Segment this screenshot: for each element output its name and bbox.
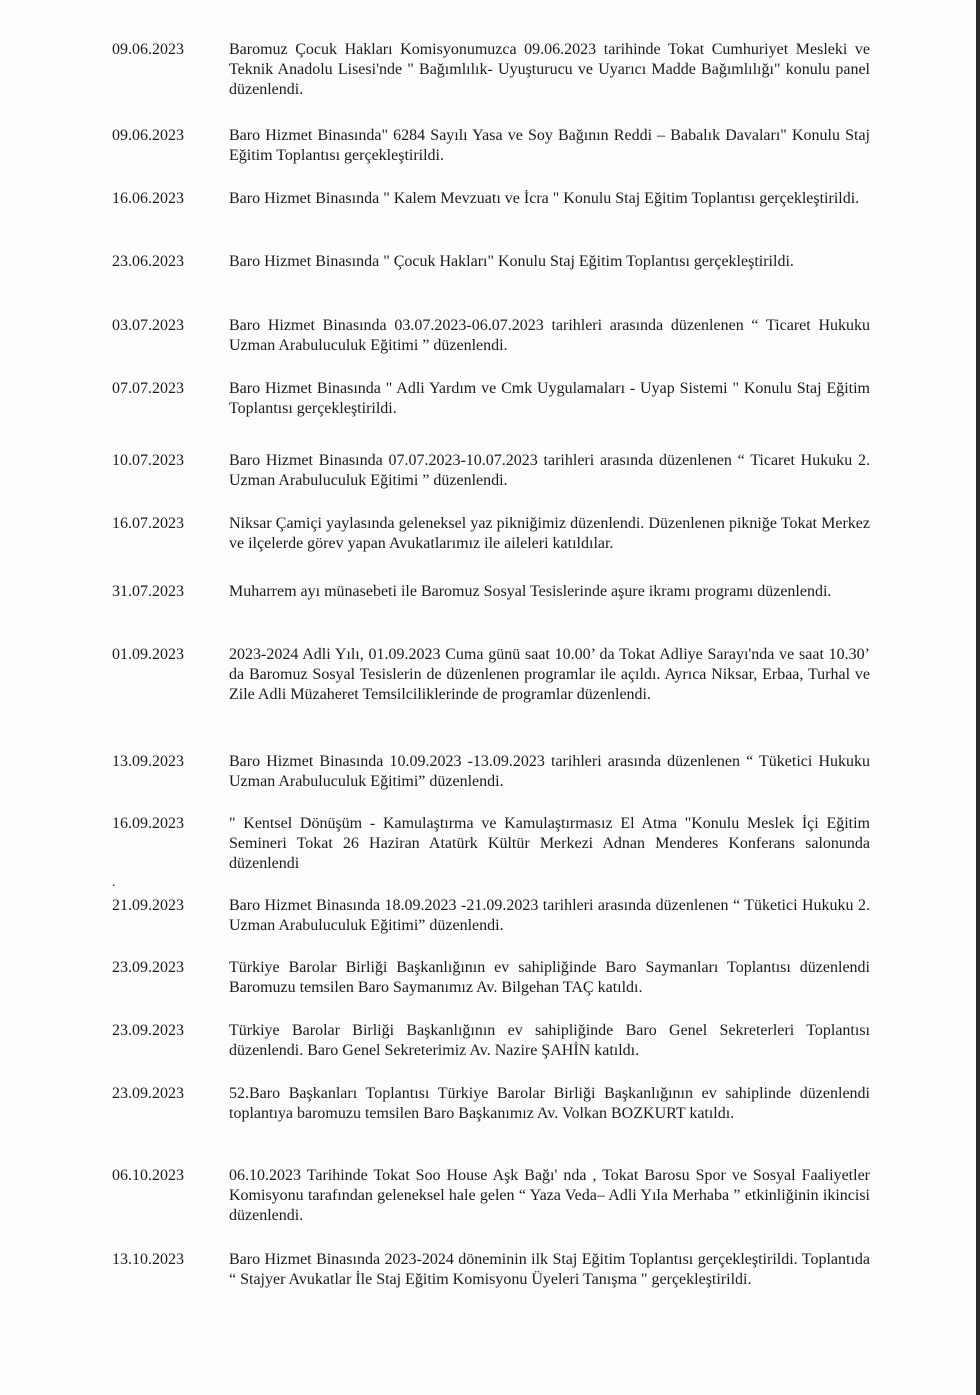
entry-date: 23.06.2023 [112,253,184,270]
entry-date: 10.07.2023 [112,452,184,469]
entry-text: Baro Hizmet Binasında 07.07.2023-10.07.2023 tarihleri arasında düzenlenen “ Ticaret Hukuku 2. Uzman Arabuluculuk Eğitimi ” düzenlendi. [229,452,870,489]
entry-date: 09.06.2023 [112,41,184,58]
entry-date: 23.09.2023 [112,1022,184,1039]
entry-date: 21.09.2023 [112,897,184,914]
entry-text: Baro Hizmet Binasında " Çocuk Hakları" Konulu Staj Eğitim Toplantısı gerçekleştirildi. [229,253,794,270]
entry-text: Baromuz Çocuk Hakları Komisyonumuzca 09.06.2023 tarihinde Tokat Cumhuriyet Mesleki ve Teknik Anadolu Lisesi'nde " Bağımlılık- Uyuşturucu ve Uyarıcı Madde Bağımlılığı" konulu panel düzenlendi. [229,41,870,98]
entry-text: Muharrem ayı münasebeti ile Baromuz Sosyal Tesislerinde aşure ikramı programı düzenlendi. [229,583,832,600]
entry-text: Baro Hizmet Binasında" 6284 Sayılı Yasa ve Soy Bağının Reddi – Babalık Davaları" Konulu Staj Eğitim Toplantısı gerçekleştirildi. [229,127,870,164]
entry-text: Baro Hizmet Binasında " Kalem Mevzuatı ve İcra " Konulu Staj Eğitim Toplantısı gerçekleştirildi. [229,190,860,207]
entry-date: 09.06.2023 [112,127,184,144]
entry-date: 16.06.2023 [112,190,184,207]
entry-text: Baro Hizmet Binasında 10.09.2023 -13.09.2023 tarihleri arasında düzenlenen “ Tüketici Hukuku Uzman Arabuluculuk Eğitimi” düzenlendi. [229,753,870,790]
entry-date: 16.07.2023 [112,515,184,532]
entry-date: 03.07.2023 [112,317,184,334]
entry-date: 07.07.2023 [112,380,184,397]
entry-text: 52.Baro Başkanları Toplantısı Türkiye Barolar Birliği Başkanlığının ev sahiplinde düzenlendi toplantıya baromuzu temsilen Baro Başkanımız Av. Volkan BOZKURT katıldı. [229,1085,870,1122]
entry-date: 23.09.2023 [112,1085,184,1102]
entry-text: Türkiye Barolar Birliği Başkanlığının ev sahipliğinde Baro Saymanları Toplantısı düzenlendi Baromuzu temsilen Baro Saymanımız Av. Bilgehan TAÇ katıldı. [229,959,870,996]
stray-mark: . [112,875,116,890]
entry-text: Baro Hizmet Binasında " Adli Yardım ve Cmk Uygulamaları - Uyap Sistemi " Konulu Staj Eğitim Toplantısı gerçekleştirildi. [229,380,870,417]
entry-date: 13.09.2023 [112,753,184,770]
entry-text: Niksar Çamiçi yaylasında geleneksel yaz pikniğimiz düzenlendi. Düzenlenen pikniğe Tokat Merkez ve ilçelerde görev yapan Avukatlarımız ile aileleri katıldılar. [229,515,870,552]
scan-edge-border [976,0,980,1395]
entry-date: 13.10.2023 [112,1251,184,1268]
entry-text: 2023-2024 Adli Yılı, 01.09.2023 Cuma günü saat 10.00’ da Tokat Adliye Sarayı'nda ve saat 10.30’ da Baromuz Sosyal Tesislerin de düzenlenen programlar ile açıldı. Ayrıca Niksar, Erbaa, Turhal ve Zile Adli Müzaheret Temsilciliklerinde de programlar düzenlendi. [229,646,870,703]
entry-text: Baro Hizmet Binasında 18.09.2023 -21.09.2023 tarihleri arasında düzenlenen “ Tüketici Hukuku 2. Uzman Arabuluculuk Eğitimi” düzenlendi. [229,897,870,934]
entry-text: 06.10.2023 Tarihinde Tokat Soo House Aşk Bağı' nda , Tokat Barosu Spor ve Sosyal Faaliyetler Komisyonu tarafından geleneksel hale gelen “ Yaza Veda– Adli Yıla Merhaba ” etkinliğinin ikincisi düzenlendi. [229,1167,870,1224]
entry-date: 23.09.2023 [112,959,184,976]
entry-text: Türkiye Barolar Birliği Başkanlığının ev sahipliğinde Baro Genel Sekreterleri Toplantısı düzenlendi. Baro Genel Sekreterimiz Av. Nazire ŞAHİN katıldı. [229,1022,870,1059]
entry-text: Baro Hizmet Binasında 03.07.2023-06.07.2023 tarihleri arasında düzenlenen “ Ticaret Hukuku Uzman Arabuluculuk Eğitimi ” düzenlendi. [229,317,870,354]
entry-date: 16.09.2023 [112,815,184,832]
entry-text: Baro Hizmet Binasında 2023-2024 döneminin ilk Staj Eğitim Toplantısı gerçekleştirildi. Toplantıda “ Stajyer Avukatlar İle Staj Eğitim Komisyonu Üyeleri Tanışma " gerçekleştirildi. [229,1251,870,1288]
entry-text: " Kentsel Dönüşüm - Kamulaştırma ve Kamulaştırmasız El Atma "Konulu Meslek İçi Eğitim Semineri Tokat 26 Haziran Atatürk Kültür Merkezi Adnan Menderes Konferans salonunda düzenlendi [229,815,870,872]
entry-date: 01.09.2023 [112,646,184,663]
entry-date: 06.10.2023 [112,1167,184,1184]
entry-date: 31.07.2023 [112,583,184,600]
